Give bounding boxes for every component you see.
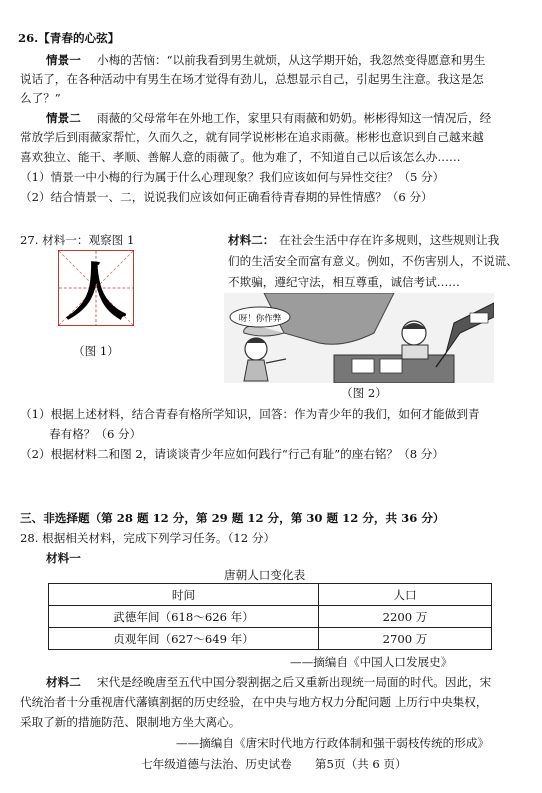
speech-bubble-text: 呀！你作弊: [238, 314, 282, 324]
q26-title: 26.【青春的心弦】: [18, 31, 120, 45]
source-1: ——摘编自《中国人口发展史》: [290, 655, 453, 669]
q26-scenario2-label: 情景二: [46, 111, 81, 125]
fig2-caption: （图 2）: [341, 386, 387, 400]
q28-material1-label: 材料一: [46, 551, 81, 565]
q27-question1-line2: 春有格？（6 分）: [49, 427, 142, 441]
q26-scenario1-line2: 说话了，在各种活动中有男生在场才觉得有劲儿，总想显示自己，引起男生注意。我这是怎: [20, 72, 484, 86]
q28-material2-line3: 采取了新的措施防范、限制地方坐大离心。: [20, 715, 241, 729]
q26-scenario1-label: 情景一: [46, 53, 81, 67]
table-row: [49, 606, 492, 628]
q27-question1-line1: （1）根据上述材料，结合青春有格所学知识，回答：作为青少年的我们，如何才能做到青: [20, 407, 480, 421]
q26-scenario2-line3: 喜欢独立、能干、孝顺、善解人意的雨薇了。他为难了，不知道自己以后该怎么办……: [20, 150, 461, 164]
cheating-cartoon-illustration: [224, 293, 494, 383]
q26-question2: （2）结合情景一、二，说说我们应该如何正确看待青春期的异性情感？（6 分）: [20, 190, 433, 204]
page-footer: 七年级道德与法治、历史试卷 第5页（共 6 页）: [141, 757, 407, 771]
q26-question1: （1）情景一中小梅的行为属于什么心理现象？我们应该如何与异性交往？（5 分）: [20, 170, 445, 184]
q27-material2-label: 材料二：: [228, 233, 275, 247]
q27-material2-line2: 们的生活安全而富有意义。例如，不伤害别人，不说谎、: [228, 254, 518, 268]
q26-scenario1-line3: 么了？”: [20, 91, 61, 105]
table-header-row: [49, 584, 492, 606]
q28-intro: 28. 根据相关材料，完成下列学习任务。（12 分）: [20, 531, 276, 545]
table-row: [49, 628, 492, 650]
table-cell-population: 2700 万: [319, 628, 492, 650]
q27-material2-line1: 在社会生活中存在许多规则，这些规则让我: [279, 233, 500, 247]
section3-heading: 三、非选择题（第 28 题 12 分，第 29 题 12 分，第 30 题 12 分，共 36 分）: [20, 511, 445, 525]
q28-material2-line2: 代统治者十分重视唐代藩镇割据的历史经验，在中央与地方权力分配问题 上历行中央集权，: [20, 695, 488, 709]
source-2: ——摘编自《唐宋时代地方行政体制和强干弱枝传统的形成》: [176, 736, 490, 750]
figure-1-character-grid: [58, 250, 134, 326]
q26-scenario2-line1: 雨薇的父母常年在外地工作，家里只有雨薇和奶奶。彬彬得知这一情况后，经: [97, 111, 492, 125]
q28-material2-line1: 宋代是经晚唐至五代中国分裂割据之后又重新出现统一局面的时代。因此，宋: [97, 675, 492, 689]
table-cell-population: 2200 万: [319, 606, 492, 628]
table-title: 唐朝人口变化表: [224, 568, 306, 582]
table-header-population: 人口: [319, 584, 492, 606]
table-header-time: 时间: [49, 584, 319, 606]
tianzige-grid: [59, 251, 133, 325]
q27-question2: （2）根据材料二和图 2，请谈谈青少年应如何践行“行己有耻”的座右铭？（8 分）: [20, 447, 444, 461]
q26-scenario2-line2: 常放学后到雨薇家帮忙，久而久之，就有同学说彬彬在追求雨薇。彬彬也意识到自己越来越: [20, 130, 484, 144]
q26-scenario1-line1: 小梅的苦恼：“以前我看到男生就烦，从这学期开始，我忽然变得愿意和男生: [97, 53, 486, 67]
fig1-caption: （图 1）: [73, 344, 119, 358]
q28-material2-label: 材料二: [46, 675, 81, 689]
table-cell-time: 贞观年间（627～649 年）: [49, 628, 319, 650]
q27-material1-label: 27. 材料一：观察图 1: [20, 233, 135, 247]
figure-2-cartoon: [224, 293, 494, 383]
tang-population-table: [48, 583, 492, 650]
fig1-character: 人: [64, 255, 128, 325]
table-cell-time: 武德年间（618～626 年）: [49, 606, 319, 628]
q27-material2-line3: 不欺骗，遵纪守法，相互尊重，诚信考试……: [228, 275, 460, 289]
